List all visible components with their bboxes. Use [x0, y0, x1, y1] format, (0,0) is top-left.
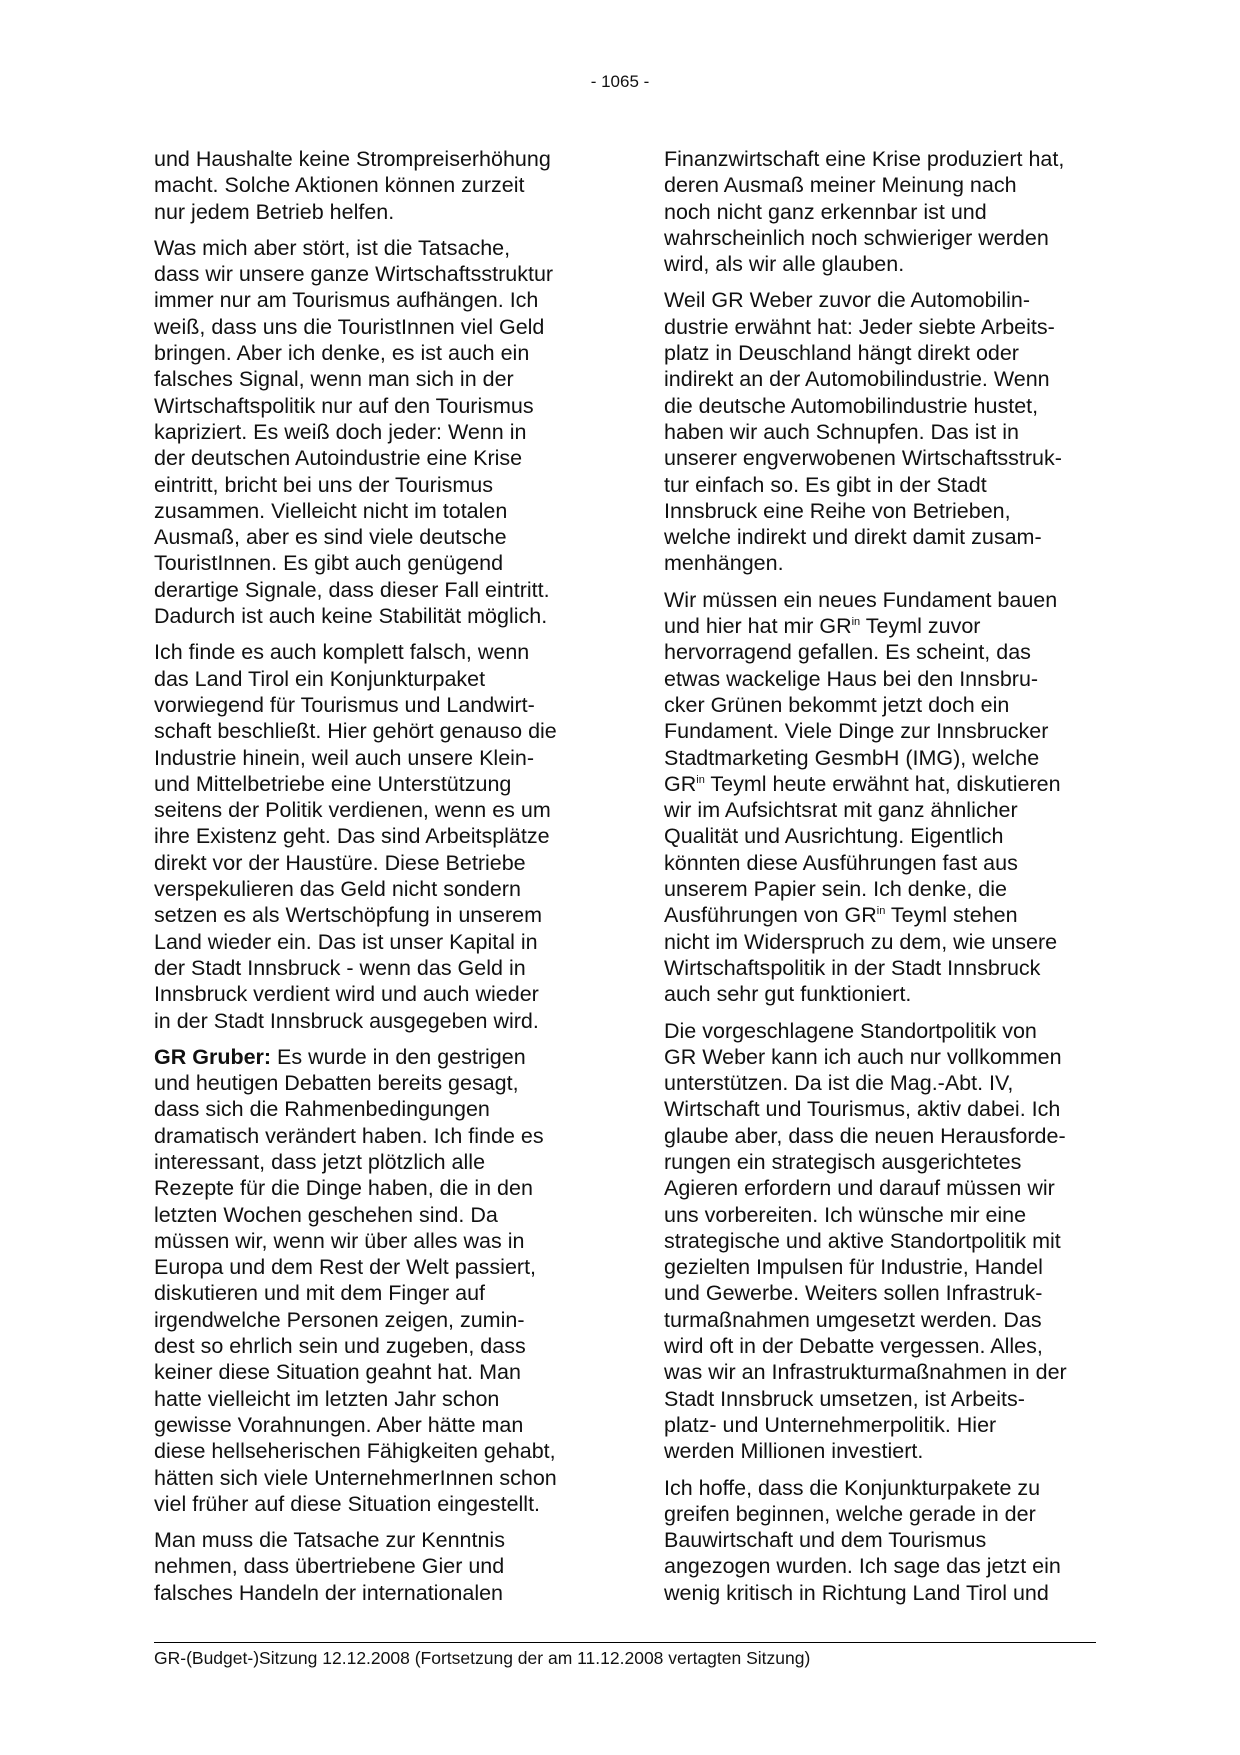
footer-divider: [154, 1642, 1096, 1643]
paragraph-right-2: [664, 287, 1104, 576]
text-line: nehmen, dass übertriebene Gier und: [154, 1554, 505, 1579]
text-line: Rezepte für die Dinge haben, die in den: [154, 1176, 533, 1201]
text-line: immer nur am Tourismus aufhängen. Ich: [154, 288, 539, 313]
text-line: Bauwirtschaft und dem Tourismus: [664, 1528, 987, 1553]
text-line: Was mich aber stört, ist die Tatsache,: [154, 235, 511, 260]
text-line: letzten Wochen geschehen sind. Da: [154, 1202, 498, 1227]
text-line: falsches Signal, wenn man sich in der: [154, 367, 514, 392]
speaker-name: GR Gruber:: [154, 1044, 272, 1069]
text-line: werden Millionen investiert.: [664, 1439, 924, 1464]
text-line: falsches Handeln der internationalen: [154, 1580, 504, 1605]
text-line: dass wir unsere ganze Wirtschaftsstruktur: [154, 262, 554, 287]
text-fragment: Es wurde in den gestrigen: [271, 1044, 526, 1069]
text-line: haben wir auch Schnupfen. Das ist in: [664, 419, 1019, 444]
text-line: unserer engverwobenen Wirtschaftsstruk-: [664, 446, 1062, 471]
text-line: Wirtschaftspolitik nur auf den Tourismus: [154, 393, 534, 418]
text-line: hätten sich viele UnternehmerInnen schon: [154, 1465, 557, 1490]
text-line: Ich finde es auch komplett falsch, wenn: [154, 640, 530, 665]
text-fragment: Teyml zuvor: [860, 614, 981, 639]
text-line: cker Grünen bekommt jetzt doch ein: [664, 692, 1010, 717]
text-line: und Haushalte keine Strompreiserhöhung: [154, 147, 551, 171]
text-line: GR Weber kann ich auch nur vollkommen: [664, 1044, 1062, 1069]
text-line: Ausmaß, aber es sind viele deutsche: [154, 525, 507, 550]
text-line: und Gewerbe. Weiters sollen Infrastruk-: [664, 1281, 1043, 1306]
text-line: wird, als wir alle glauben.: [664, 252, 905, 277]
paragraph-left-4: [154, 1044, 594, 1517]
text-line: viel früher auf diese Situation eingestellt.: [154, 1491, 541, 1516]
footer-text: GR-(Budget-)Sitzung 12.12.2008 (Fortsetzung der am 11.12.2008 vertagten Sitzung): [154, 1648, 811, 1668]
text-line: TouristInnen. Es gibt auch genügend: [154, 551, 504, 576]
text-line: die deutsche Automobilindustrie hustet,: [664, 393, 1039, 418]
text-line: keiner diese Situation geahnt hat. Man: [154, 1360, 521, 1385]
text-line: Agieren erfordern und darauf müssen wir: [664, 1176, 1055, 1201]
text-line: turmaßnahmen umgesetzt werden. Das: [664, 1307, 1042, 1332]
text-line: etwas wackelige Haus bei den Innsbru-: [664, 666, 1039, 691]
text-line: Man muss die Tatsache zur Kenntnis: [154, 1528, 505, 1553]
text-line: uns vorbereiten. Ich wünsche mir eine: [664, 1202, 1027, 1227]
text-line: wir im Aufsichtsrat mit ganz ähnlicher: [664, 798, 1018, 823]
text-line: unserem Papier sein. Ich denke, die: [664, 877, 1008, 902]
text-line: Qualität und Ausrichtung. Eigentlich: [664, 824, 1004, 849]
text-line: was wir an Infrastrukturmaßnahmen in der: [664, 1360, 1067, 1385]
text-line: greifen beginnen, welche gerade in der: [664, 1501, 1036, 1526]
left-column: [154, 146, 594, 1616]
text-line: zusammen. Vielleicht nicht im totalen: [154, 498, 508, 523]
superscript: in: [876, 905, 886, 918]
text-line: [664, 902, 1104, 928]
paragraph-left-2: [154, 235, 594, 629]
text-line: strategische und aktive Standortpolitik mit: [664, 1228, 1061, 1253]
text-line: nicht im Widerspruch zu dem, wie unsere: [664, 929, 1058, 954]
right-column: [664, 146, 1104, 1616]
text-line: weiß, dass uns die TouristInnen viel Geld: [154, 314, 545, 339]
paragraph-left-1: [154, 146, 594, 225]
text-line: der Stadt Innsbruck - wenn das Geld in: [154, 955, 526, 980]
text-line: und heutigen Debatten bereits gesagt,: [154, 1071, 519, 1096]
text-line: Die vorgeschlagene Standortpolitik von: [664, 1018, 1037, 1043]
text-line: Europa und dem Rest der Welt passiert,: [154, 1255, 537, 1280]
text-line: wenig kritisch in Richtung Land Tirol und: [664, 1580, 1049, 1605]
text-line: wird oft in der Debatte vergessen. Alles,: [664, 1334, 1043, 1359]
text-line: Weil GR Weber zuvor die Automobilin-: [664, 288, 1031, 313]
text-line: wahrscheinlich noch schwieriger werden: [664, 225, 1049, 250]
text-line: Dadurch ist auch keine Stabilität möglich.: [154, 604, 548, 629]
text-line: indirekt an der Automobilindustrie. Wenn: [664, 367, 1050, 392]
text-line: eintritt, bricht bei uns der Tourismus: [154, 472, 493, 497]
text-line: angezogen wurden. Ich sage das jetzt ein: [664, 1554, 1061, 1579]
text-line: gezielten Impulsen für Industrie, Handel: [664, 1255, 1043, 1280]
text-line: bringen. Aber ich denke, es ist auch ein: [154, 341, 530, 366]
text-line: Land wieder ein. Das ist unser Kapital in: [154, 929, 538, 954]
text-line: setzen es als Wertschöpfung in unserem: [154, 903, 542, 928]
text-line: tur einfach so. Es gibt in der Stadt: [664, 472, 987, 497]
text-fragment: Teyml heute erwähnt hat, diskutieren: [704, 771, 1061, 796]
text-line: schaft beschließt. Hier gehört genauso die: [154, 719, 557, 744]
text-line: könnten diese Ausführungen fast aus: [664, 850, 1018, 875]
text-line: Finanzwirtschaft eine Krise produziert hat,: [664, 147, 1065, 171]
text-line: unterstützen. Da ist die Mag.-Abt. IV,: [664, 1071, 1014, 1096]
text-line: seitens der Politik verdienen, wenn es um: [154, 798, 551, 823]
paragraph-left-5: [154, 1527, 594, 1606]
text-line: deren Ausmaß meiner Meinung nach: [664, 173, 1017, 198]
paragraph-right-3: [664, 587, 1104, 1008]
text-fragment: GR: [664, 771, 697, 796]
text-line: platz in Deuschland hängt direkt oder: [664, 341, 1019, 366]
text-line: Stadt Innsbruck umsetzen, ist Arbeits-: [664, 1386, 1025, 1411]
text-line: derartige Signale, dass dieser Fall eintritt.: [154, 577, 550, 602]
text-line: dass sich die Rahmenbedingungen: [154, 1097, 490, 1122]
text-line: das Land Tirol ein Konjunkturpaket: [154, 666, 486, 691]
text-line: kapriziert. Es weiß doch jeder: Wenn in: [154, 419, 527, 444]
text-line: dustrie erwähnt hat: Jeder siebte Arbeits-: [664, 314, 1055, 339]
text-line: [664, 771, 1104, 797]
text-line: müssen wir, wenn wir über alles was in: [154, 1228, 525, 1253]
text-line: welche indirekt und direkt damit zusam-: [664, 525, 1042, 550]
superscript: in: [851, 616, 861, 629]
text-line: macht. Solche Aktionen können zurzeit: [154, 173, 525, 198]
text-line: platz- und Unternehmerpolitik. Hier: [664, 1412, 997, 1437]
text-line: Wirtschaft und Tourismus, aktiv dabei. Ich: [664, 1097, 1061, 1122]
text-line: verspekulieren das Geld nicht sondern: [154, 877, 521, 902]
text-line: hervorragend gefallen. Es scheint, das: [664, 640, 1031, 665]
text-line: und Mittelbetriebe eine Unterstützung: [154, 771, 512, 796]
text-line: Industrie hinein, weil auch unsere Klein-: [154, 745, 535, 770]
text-line: rungen ein strategisch ausgerichtetes: [664, 1149, 1022, 1174]
text-line: dest so ehrlich sein und zugeben, dass: [154, 1334, 526, 1359]
text-line: irgendwelche Personen zeigen, zumin-: [154, 1307, 525, 1332]
text-line: noch nicht ganz erkennbar ist und: [664, 199, 987, 224]
text-fragment: Teyml stehen: [885, 903, 1018, 928]
text-fragment: Ausführungen von GR: [664, 903, 877, 928]
text-line: Fundament. Viele Dinge zur Innsbrucker: [664, 719, 1049, 744]
text-line: [154, 1044, 594, 1070]
text-line: Innsbruck eine Reihe von Betrieben,: [664, 498, 1011, 523]
text-line: diese hellseherischen Fähigkeiten gehabt,: [154, 1439, 556, 1464]
text-line: [664, 613, 1104, 639]
page-number: - 1065 -: [590, 72, 650, 91]
text-line: Ich hoffe, dass die Konjunkturpakete zu: [664, 1475, 1041, 1500]
text-line: der deutschen Autoindustrie eine Krise: [154, 446, 523, 471]
text-line: diskutieren und mit dem Finger auf: [154, 1281, 486, 1306]
text-line: Wir müssen ein neues Fundament bauen: [664, 587, 1058, 612]
text-line: auch sehr gut funktioniert.: [664, 982, 912, 1007]
superscript: in: [696, 773, 705, 786]
paragraph-right-1: [664, 146, 1104, 277]
text-line: menhängen.: [664, 551, 784, 576]
text-line: Stadtmarketing GesmbH (IMG), welche: [664, 745, 1040, 770]
text-line: dramatisch verändert haben. Ich finde es: [154, 1123, 544, 1148]
paragraph-right-5: [664, 1475, 1104, 1606]
paragraph-left-3: [154, 639, 594, 1033]
paragraph-right-4: [664, 1018, 1104, 1465]
text-line: direkt vor der Haustüre. Diese Betriebe: [154, 850, 526, 875]
text-line: interessant, dass jetzt plötzlich alle: [154, 1149, 486, 1174]
text-line: vorwiegend für Tourismus und Landwirt-: [154, 692, 535, 717]
text-line: Innsbruck verdient wird und auch wieder: [154, 982, 539, 1007]
text-line: glaube aber, dass die neuen Herausforde-: [664, 1123, 1066, 1148]
text-line: in der Stadt Innsbruck ausgegeben wird.: [154, 1008, 539, 1033]
text-line: ihre Existenz geht. Das sind Arbeitsplätze: [154, 824, 550, 849]
text-line: hatte vielleicht im letzten Jahr schon: [154, 1386, 500, 1411]
text-fragment: und hier hat mir GR: [664, 614, 852, 639]
text-line: gewisse Vorahnungen. Aber hätte man: [154, 1412, 524, 1437]
text-line: nur jedem Betrieb helfen.: [154, 199, 395, 224]
text-line: Wirtschaftspolitik in der Stadt Innsbruck: [664, 955, 1041, 980]
